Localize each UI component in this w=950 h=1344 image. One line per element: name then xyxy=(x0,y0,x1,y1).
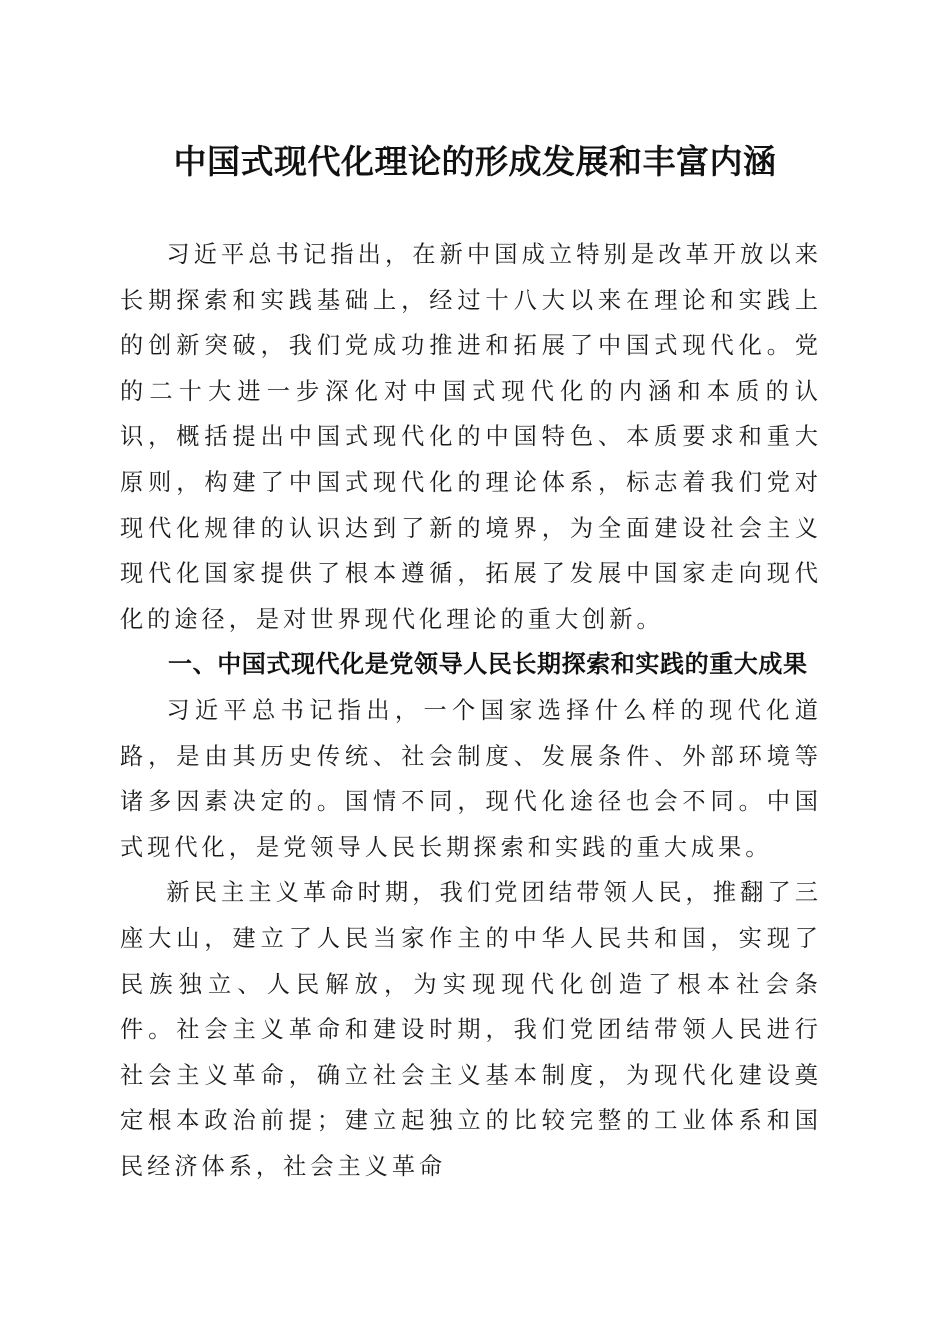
paragraph-2: 习近平总书记指出，一个国家选择什么样的现代化道路，是由其历史传统、社会制度、发展条件、外部环境等诸多因素决定的。国情不同，现代化途径也会不同。中国式现代化，是党领导人民长期探索和实践的重大成果。 xyxy=(120,696,822,861)
paragraph-intro: 习近平总书记指出，在新中国成立特别是改革开放以来长期探索和实践基础上，经过十八大以来在理论和实践上的创新突破，我们党成功推进和拓展了中国式现代化。党的二十大进一步深化对中国式现代化的内涵和本质的认识，概括提出中国式现代化的中国特色、本质要求和重大原则，构建了中国式现代化的理论体系，标志着我们党对现代化规律的认识达到了新的境界，为全面建设社会主义现代化国家提供了根本遵循，拓展了发展中国家走向现代化的途径，是对世界现代化理论的重大创新。 xyxy=(120,241,822,633)
document-title: 中国式现代化理论的形成发展和丰富内涵 xyxy=(173,142,777,181)
document-body xyxy=(120,232,822,1189)
section-heading-1: 一、中国式现代化是党领导人民长期探索和实践的重大成果 xyxy=(168,650,808,679)
paragraph-3: 新民主主义革命时期，我们党团结带领人民，推翻了三座大山，建立了人民当家作主的中华人民共和国，实现了民族独立、人民解放，为实现现代化创造了根本社会条件。社会主义革命和建设时期，我们党团结带领人民进行社会主义革命，确立社会主义基本制度，为现代化建设奠定根本政治前提；建立起独立的比较完整的工业体系和国民经济体系，社会主义革命 xyxy=(120,879,822,1180)
